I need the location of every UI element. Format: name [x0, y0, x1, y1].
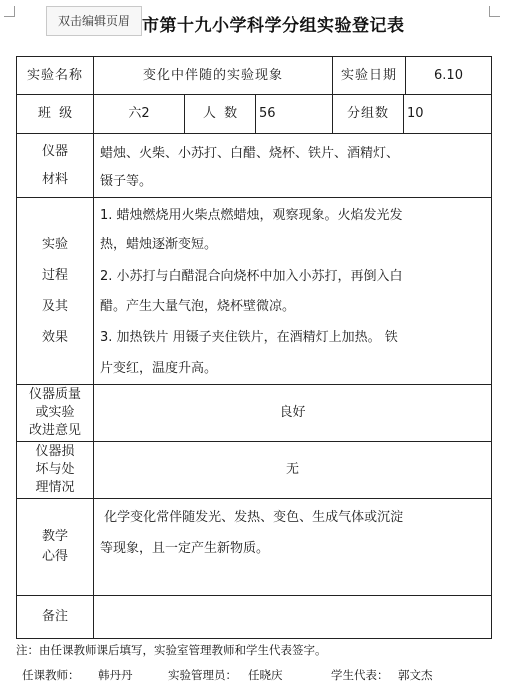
teacher-name: 韩丹丹: [98, 668, 133, 682]
experiment-name-label: 实验名称: [26, 67, 83, 83]
notes-value: [94, 596, 491, 638]
experiment-name-value: 变化中伴随的实验现象: [142, 67, 283, 83]
teaching-label: 教学 心得: [41, 529, 68, 564]
group-count-value: 10: [407, 106, 424, 122]
manager-label: 实验管理员：: [168, 668, 237, 682]
process-line: 片变红，温度升高。: [100, 361, 218, 376]
student-rep-name: 郭文杰: [398, 668, 433, 682]
class-label: 班 级: [37, 106, 73, 122]
manager-name: 任晓庆: [248, 668, 283, 682]
class-value: 六2: [128, 106, 150, 122]
group-count-label: 分组数: [346, 106, 389, 122]
materials-line: 蜡烛、火柴、小苏打、白醋、烧杯、铁片、酒精灯、: [100, 146, 400, 161]
student-rep-label: 学生代表：: [331, 668, 389, 682]
process-line: 3. 加热铁片 用镊子夹住铁片，在酒精灯上加热。 铁: [100, 330, 398, 345]
process-line: 醋。产生大量气泡，烧杯壁微凉。: [100, 299, 296, 314]
edit-header-button[interactable]: 双击编辑页眉: [46, 6, 142, 36]
materials-line: 镊子等。: [100, 174, 153, 189]
process-line: 2. 小苏打与白醋混合向烧杯中加入小苏打，再倒入白: [100, 269, 403, 284]
process-line: 1. 蜡烛燃烧用火柴点燃蜡烛，观察现象。火焰发光发: [100, 208, 403, 223]
process-line: 热，蜡烛逐渐变短。: [100, 237, 218, 252]
student-count-value: 56: [259, 106, 276, 122]
teaching-line: 化学变化常伴随发光、发热、变色、生成气体或沉淀: [100, 510, 404, 525]
damage-label: 仪器损 坏与处 理情况: [35, 444, 75, 495]
page-corner-mark-right: [489, 6, 500, 17]
damage-value: 无: [285, 462, 299, 478]
student-count-label: 人 数: [202, 106, 238, 122]
footer-note: 注：由任课教师课后填写，实验室管理教师和学生代表签字。: [16, 643, 327, 657]
teaching-line: 等现象，且一定产生新物质。: [100, 541, 270, 556]
page-title: 市第十九小学科学分组实验登记表: [142, 16, 405, 36]
quality-label: 仪器质量 或实验 改进意见: [28, 387, 81, 438]
notes-label: 备注: [41, 609, 68, 625]
process-label: 实验 过程 及其 效果: [41, 237, 68, 345]
page-corner-mark-left: [4, 6, 15, 17]
experiment-date-label: 实验日期: [340, 67, 397, 83]
teacher-label: 任课教师：: [22, 668, 80, 682]
quality-value: 良好: [279, 405, 306, 421]
experiment-date-value: 6.10: [434, 67, 463, 83]
materials-label: 仪器 材料: [41, 143, 68, 187]
